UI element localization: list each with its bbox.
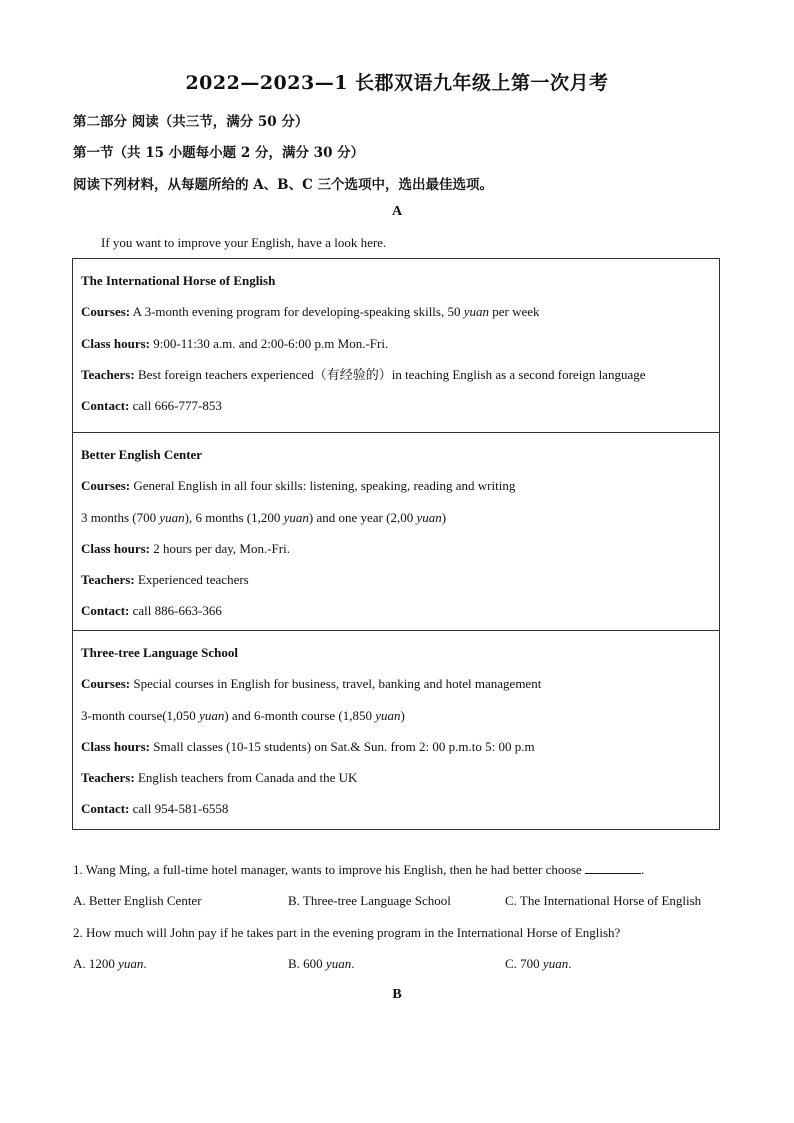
option-end: . [351, 956, 355, 971]
hours-text: 2 hours per day, Mon.-Fri. [150, 540, 290, 556]
passage-intro: If you want to improve your English, have a look here. [101, 235, 387, 250]
currency-unit: yuan [542, 956, 569, 971]
courses-text: A 3-month evening program for developing-speaking skills, 50 [130, 304, 464, 320]
hours-label: Class hours: [81, 335, 150, 351]
hours-label: Class hours: [81, 738, 150, 754]
courses-text: Special courses in English for business, travel, banking and hotel management [130, 676, 542, 692]
courses-text: General English in all four skills: listening, speaking, reading and writing [130, 478, 516, 494]
price-text: ) and 6-month course (1,850 [224, 707, 376, 723]
courses-text-end: per week [489, 304, 540, 320]
school-prices [81, 700, 711, 731]
hours-text: Small classes (10-15 students) on Sat.& Sun. from 2: 00 p.m.to 5: 00 p.m [150, 738, 535, 754]
school-contact [81, 793, 711, 824]
option-text: C. 700 [505, 956, 543, 971]
contact-text: call 954-581-6558 [129, 801, 229, 817]
school-block-three-tree [73, 630, 719, 829]
hours-label: Class hours: [81, 540, 150, 556]
option-b[interactable]: B. Three-tree Language School [288, 893, 451, 908]
instruction-heading: 阅读下列材料，从每题所给的 A、B、C 三个选项中，选出最佳选项。 [73, 177, 494, 193]
currency-unit: yuan [375, 707, 401, 723]
school-contact [81, 595, 711, 626]
option-end: . [568, 956, 572, 971]
contact-label: Contact: [81, 801, 130, 817]
school-teachers [81, 359, 711, 390]
currency-unit: yuan [159, 509, 185, 525]
school-block-better-english [73, 432, 719, 630]
contact-label: Contact: [81, 398, 130, 414]
option-c[interactable] [505, 956, 571, 972]
option-a[interactable]: A. Better English Center [73, 893, 202, 908]
page-title: 2022—2023—1 长郡双语九年级上第一次月考 [185, 72, 609, 94]
teachers-text: Best foreign teachers experienced（有经验的）in teaching English as a second foreign language [134, 366, 646, 382]
price-text: 3-month course(1,050 [81, 707, 200, 723]
price-text: ), 6 months (1,200 [184, 509, 284, 525]
hours-text: 9:00-11:30 a.m. and 2:00-6:00 p.m Mon.-Fri. [150, 335, 389, 351]
part-heading: 第二部分 阅读（共三节，满分 50 分） [73, 114, 309, 130]
currency-unit: yuan [416, 509, 442, 525]
price-text: ) [441, 509, 447, 525]
school-contact [81, 390, 711, 421]
school-courses [81, 296, 711, 327]
contact-label: Contact: [81, 603, 130, 619]
school-hours [81, 731, 711, 762]
currency-unit: yuan [118, 956, 144, 971]
section-heading: 第一节（共 15 小题每小题 2 分，满分 30 分） [73, 145, 365, 161]
teachers-label: Teachers: [81, 572, 135, 588]
school-courses [81, 668, 711, 699]
school-name: The International Horse of English [81, 273, 276, 288]
schools-table [72, 258, 720, 830]
courses-label: Courses: [81, 676, 131, 692]
answer-blank [585, 862, 641, 874]
question-stem: 1. Wang Ming, a full-time hotel manager, wants to improve his English, then he had better choose [73, 862, 585, 877]
teachers-text: Experienced teachers [134, 572, 249, 588]
option-c[interactable]: C. The International Horse of English [505, 893, 702, 908]
option-text: B. 600 [288, 956, 326, 971]
school-name: Better English Center [81, 447, 203, 462]
school-hours [81, 328, 711, 359]
teachers-text: English teachers from Canada and the UK [134, 770, 358, 786]
school-name: Three-tree Language School [81, 645, 238, 660]
price-text: 3 months (700 [81, 509, 160, 525]
passage-b-letter: B [392, 987, 402, 1002]
option-b[interactable] [288, 956, 354, 972]
option-text: A. 1200 [73, 956, 119, 971]
school-teachers [81, 564, 711, 595]
price-text: ) and one year (2,00 [308, 509, 417, 525]
currency-unit: yuan [325, 956, 352, 971]
contact-text: call 666-777-853 [129, 398, 222, 414]
school-teachers [81, 762, 711, 793]
contact-text: call 886-663-366 [129, 603, 222, 619]
option-end: . [143, 956, 147, 971]
school-block-international-horse [73, 265, 719, 432]
courses-label: Courses: [81, 304, 131, 320]
school-hours [81, 533, 711, 564]
passage-a-letter: A [391, 204, 403, 219]
teachers-label: Teachers: [81, 770, 135, 786]
question-1 [73, 862, 644, 878]
teachers-label: Teachers: [81, 366, 135, 382]
question-stem-end: . [640, 862, 645, 877]
school-courses [81, 470, 711, 501]
courses-label: Courses: [81, 478, 131, 494]
school-prices [81, 502, 711, 533]
question-2: 2. How much will John pay if he takes part in the evening program in the International Horse of English? [73, 925, 621, 940]
currency-unit: yuan [199, 707, 225, 723]
currency-unit: yuan [283, 509, 309, 525]
option-a[interactable] [73, 956, 147, 972]
price-text: ) [400, 707, 405, 723]
currency-unit: yuan [463, 304, 490, 320]
